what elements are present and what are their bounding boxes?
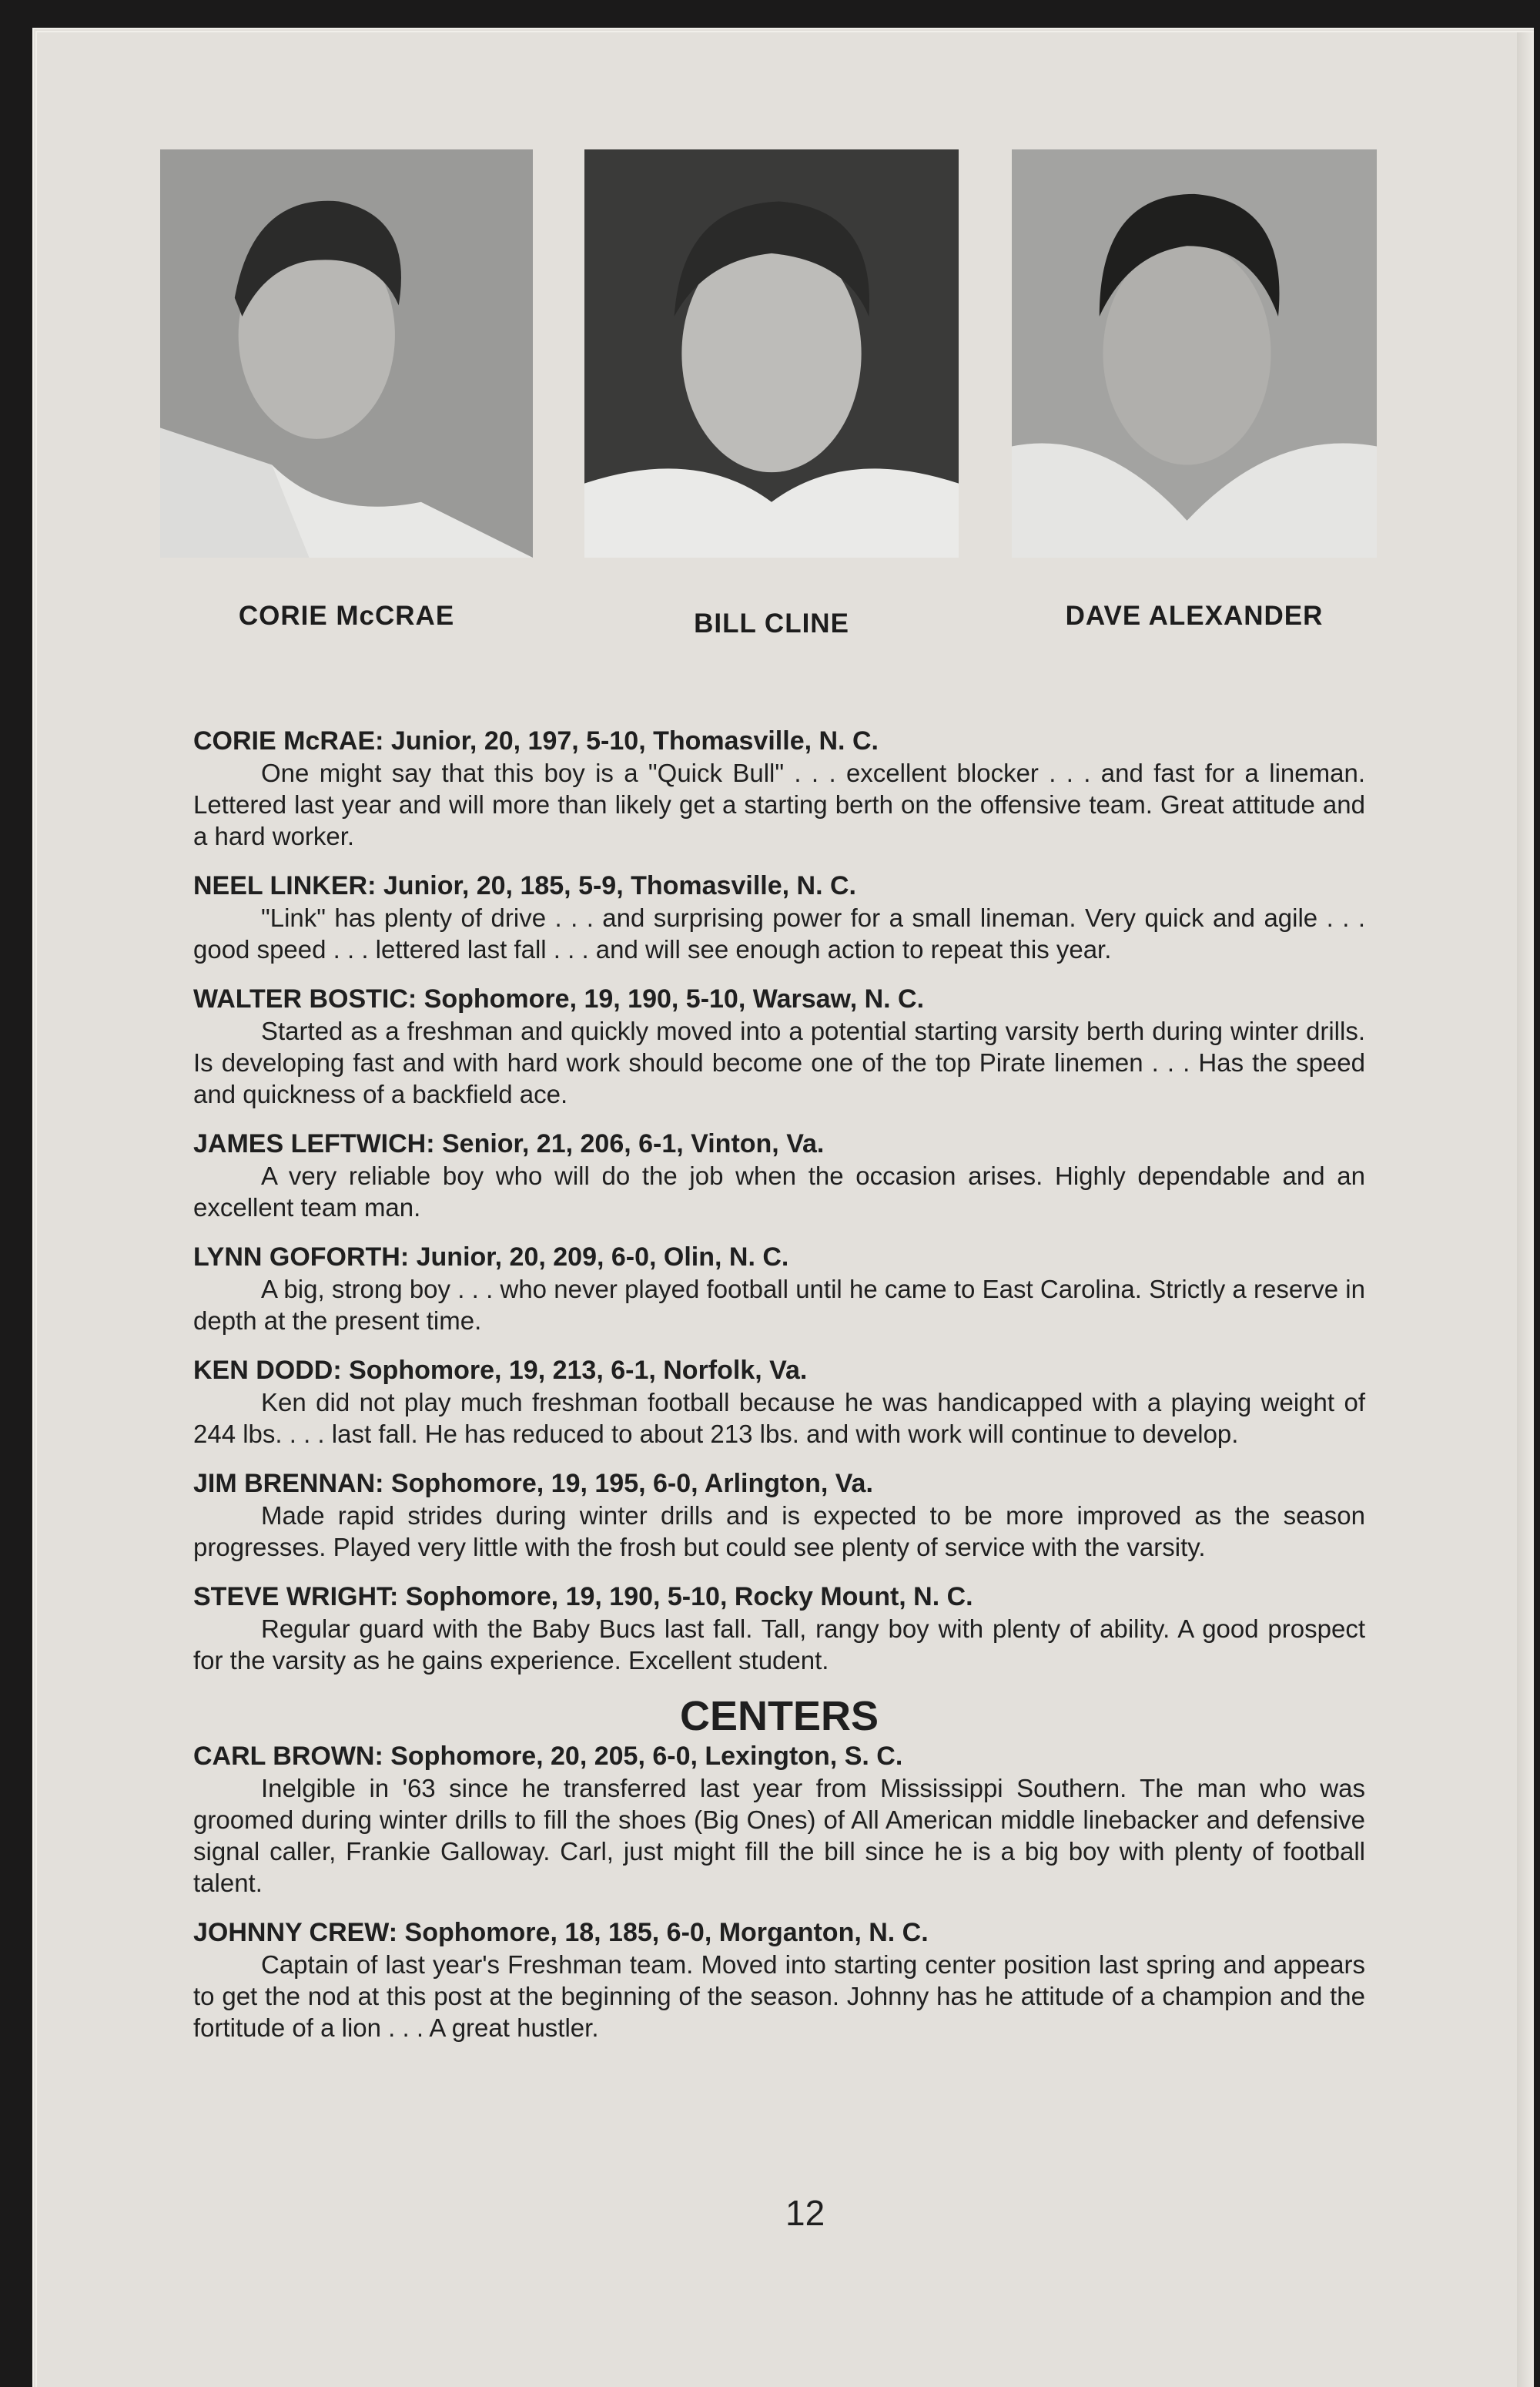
player-header: KEN DODD: Sophomore, 19, 213, 6-1, Norfolk, Va. — [193, 1356, 808, 1385]
player-entry — [193, 870, 1365, 965]
player-header: JIM BRENNAN: Sophomore, 19, 195, 6-0, Arlington, Va. — [193, 1469, 873, 1498]
player-header: STEVE WRIGHT: Sophomore, 19, 190, 5-10, Rocky Mount, N. C. — [193, 1582, 973, 1611]
player-description: Started as a freshman and quickly moved into a potential starting varsity berth during winter drills. Is developing fast and with hard work should become one of the top Pirate linemen . . . Has the speed and quickness of a backfield ace. — [193, 1017, 1365, 1108]
player-entry — [193, 726, 1365, 852]
player-header: NEEL LINKER: Junior, 20, 185, 5-9, Thomasville, N. C. — [193, 871, 856, 900]
player-description: Inelgible in '63 since he transferred last year from Mississippi Southern. The man who was groomed during winter drills to fill the shoes (Big Ones) of All American middle linebacker and defensive signal caller, Frankie Galloway. Carl, just might fill the bill since he is a big boy with plenty of football talent. — [193, 1774, 1365, 1897]
player-entry — [193, 1355, 1365, 1450]
player-entry — [193, 1741, 1365, 1899]
player-photo-bill-cline — [584, 149, 959, 558]
player-description: Made rapid strides during winter drills and is expected to be more improved as the season progresses. Played very little with the frosh but could see plenty of service with the varsity. — [193, 1501, 1365, 1561]
player-description: Captain of last year's Freshman team. Moved into starting center position last spring and appears to get the nod at this post at the beginning of the season. Johnny has he attitude of a champion and the fortitude of a lion . . . A great hustler. — [193, 1950, 1365, 2042]
player-description: Ken did not play much freshman football because he was handicapped with a playing weight of 244 lbs. . . . last fall. He has reduced to about 213 lbs. and with work will continue to develop. — [193, 1388, 1365, 1448]
player-photo-corie-mccrae — [160, 149, 533, 558]
player-entry — [193, 1128, 1365, 1223]
photo-caption: BILL CLINE — [694, 608, 849, 639]
player-header: JOHNNY CREW: Sophomore, 18, 185, 6-0, Morganton, N. C. — [193, 1918, 929, 1947]
player-header: JAMES LEFTWICH: Senior, 21, 206, 6-1, Vinton, Va. — [193, 1129, 825, 1158]
player-description: "Link" has plenty of drive . . . and surprising power for a small lineman. Very quick and agile . . . good speed . . . lettered last fall . . . and will see enough action to repeat this year. — [193, 904, 1365, 964]
player-header: LYNN GOFORTH: Junior, 20, 209, 6-0, Olin, N. C. — [193, 1242, 789, 1272]
player-photo-dave-alexander — [1012, 149, 1377, 558]
section-heading-centers: CENTERS — [679, 1693, 879, 1739]
player-header: CARL BROWN: Sophomore, 20, 205, 6-0, Lexington, S. C. — [193, 1742, 903, 1771]
player-description: One might say that this boy is a "Quick Bull" . . . excellent blocker . . . and fast for a lineman. Lettered last year and will more than likely get a starting berth on the offensive team. Great attitude and a hard worker. — [193, 759, 1365, 850]
player-header: WALTER BOSTIC: Sophomore, 19, 190, 5-10, Warsaw, N. C. — [193, 984, 925, 1014]
player-entry — [193, 1917, 1365, 2043]
player-entry — [193, 1581, 1365, 1676]
player-description: A very reliable boy who will do the job when the occasion arises. Highly dependable and an excellent team man. — [193, 1162, 1365, 1222]
page-spine — [1517, 32, 1534, 2387]
player-description: Regular guard with the Baby Bucs last fall. Tall, rangy boy with plenty of ability. A good prospect for the varsity as he gains experience. Excellent student. — [193, 1614, 1365, 1675]
photo-caption: DAVE ALEXANDER — [1065, 601, 1324, 631]
player-entry — [193, 1468, 1365, 1563]
roster-text — [193, 726, 1365, 2062]
player-header: CORIE McRAE: Junior, 20, 197, 5-10, Thomasville, N. C. — [193, 726, 879, 756]
player-entry — [193, 1242, 1365, 1336]
page-number: 12 — [785, 2193, 825, 2233]
player-description: A big, strong boy . . . who never played football until he came to East Carolina. Strictly a reserve in depth at the present time. — [193, 1275, 1365, 1335]
photo-caption: CORIE McCRAE — [238, 601, 455, 631]
player-entry — [193, 984, 1365, 1110]
